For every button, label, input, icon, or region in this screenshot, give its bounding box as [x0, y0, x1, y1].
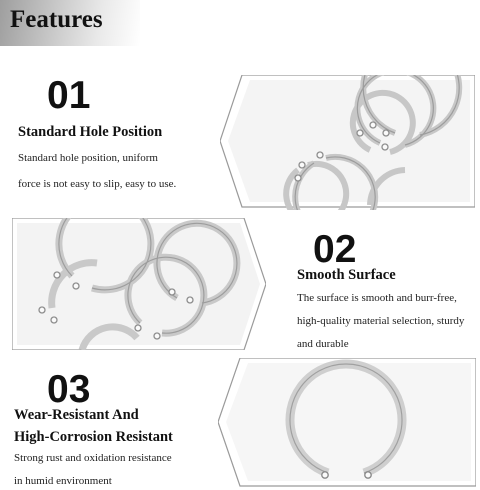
feature-desc-03-line1: Strong rust and oxidation resistance: [14, 452, 172, 464]
feature-number-02: 02: [313, 228, 357, 271]
header-banner: [0, 0, 140, 46]
feature-heading-03-line2: High-Corrosion Resistant: [14, 429, 173, 445]
feature-heading-03-line1: Wear-Resistant And: [14, 407, 139, 423]
feature-desc-02-line2: high-quality material selection, sturdy: [297, 315, 465, 327]
feature-heading-01: Standard Hole Position: [18, 124, 163, 140]
circlip-photo-02: [12, 218, 266, 350]
circlip-photo-01: [220, 75, 475, 210]
feature-desc-02-line1: The surface is smooth and burr-free,: [297, 292, 457, 304]
feature-desc-03-line2: in humid environment: [14, 475, 112, 487]
feature-desc-01-line2: force is not easy to slip, easy to use.: [18, 178, 177, 190]
feature-heading-02: Smooth Surface: [297, 267, 396, 283]
page-title: Features: [10, 6, 103, 33]
feature-number-03: 03: [47, 368, 91, 411]
feature-desc-02-line3: and durable: [297, 338, 349, 350]
feature-desc-01-line1: Standard hole position, uniform: [18, 152, 158, 164]
circlip-photo-03: [218, 358, 476, 488]
feature-number-01: 01: [47, 74, 91, 117]
